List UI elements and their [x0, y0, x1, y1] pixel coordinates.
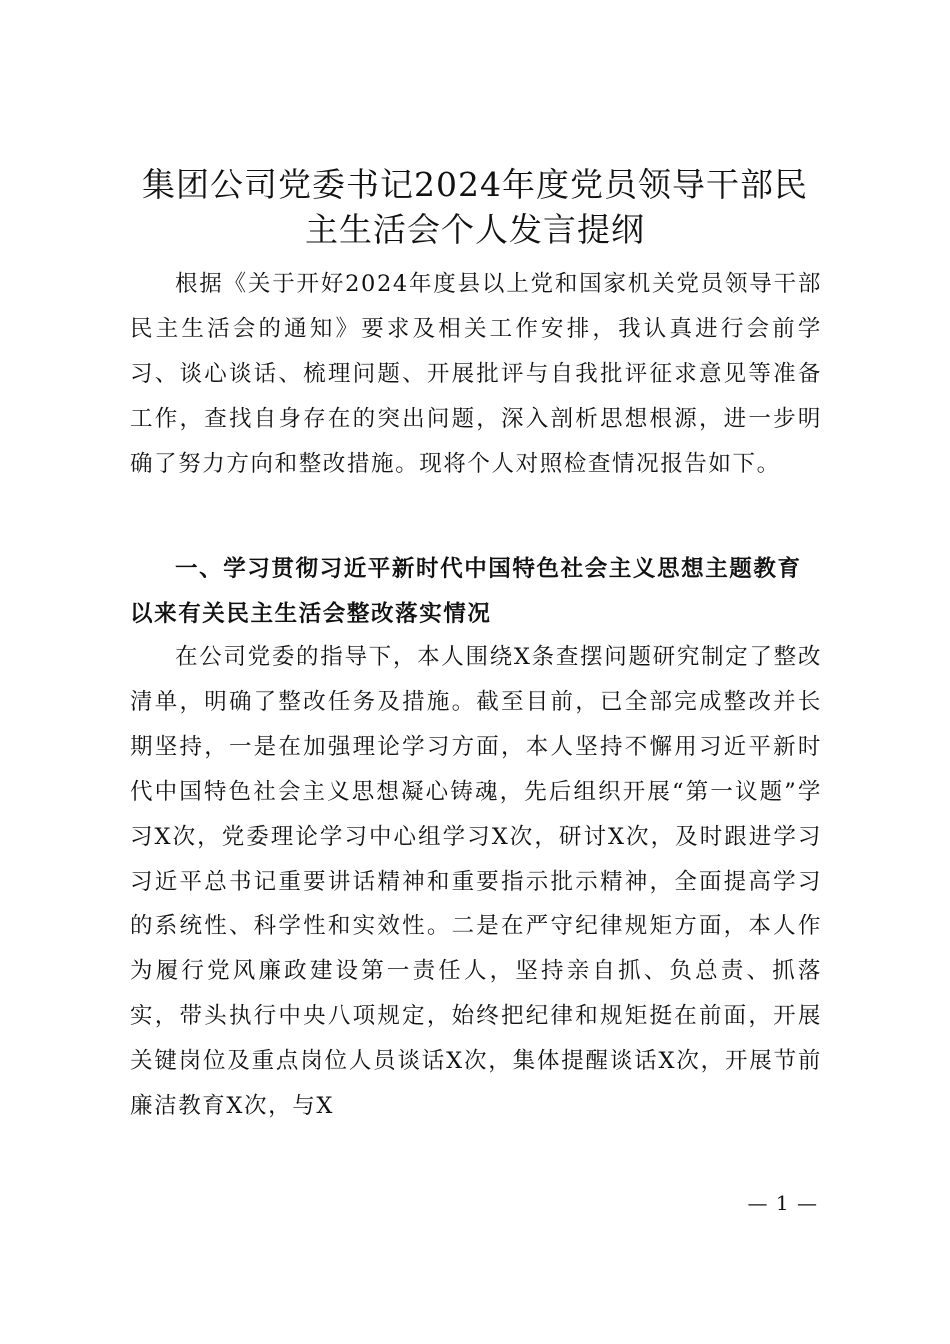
title-line-2: 主生活会个人发言提纲	[305, 210, 645, 249]
intro-paragraph: 根据《关于开好2024年度县以上党和国家机关党员领导干部民主生活会的通知》要求及相关工作安排，我认真进行会前学习、谈心谈话、梳理问题、开展批评与自我批评征求意见等准备工作，查找自身存在的突出问题，深入剖析思想根源，进一步明确了努力方向和整改措施。现将个人对照检查情况报告如下。	[130, 271, 822, 477]
section-1-paragraph: 在公司党委的指导下，本人围绕X条查摆问题研究制定了整改清单，明确了整改任务及措施。截至目前，已全部完成整改并长期坚持，一是在加强理论学习方面，本人坚持不懈用习近平新时代中国特色社会主义思想凝心铸魂，先后组织开展“第一议题”学习X次，党委理论学习中心组学习X次，研讨X次，及时跟进学习习近平总书记重要讲话精神和重要指示批示精神，全面提高学习的系统性、科学性和实效性。二是在严守纪律规矩方面，本人作为履行党风廉政建设第一责任人，坚持亲自抓、负总责、抓落实，带头执行中央八项规定，始终把纪律和规矩挺在前面，开展关键岗位及重点岗位人员谈话X次，集体提醒谈话X次，开展节前廉洁教育X次，与X	[130, 644, 822, 1120]
title-line-1: 集团公司党委书记2024年度党员领导干部民	[142, 165, 808, 204]
page-number: — 1 —	[747, 1191, 818, 1215]
document-title	[110, 162, 840, 252]
section-1-heading: 一、学习贯彻习近平新时代中国特色社会主义思想主题教育以来有关民主生活会整改落实情况	[130, 556, 802, 627]
